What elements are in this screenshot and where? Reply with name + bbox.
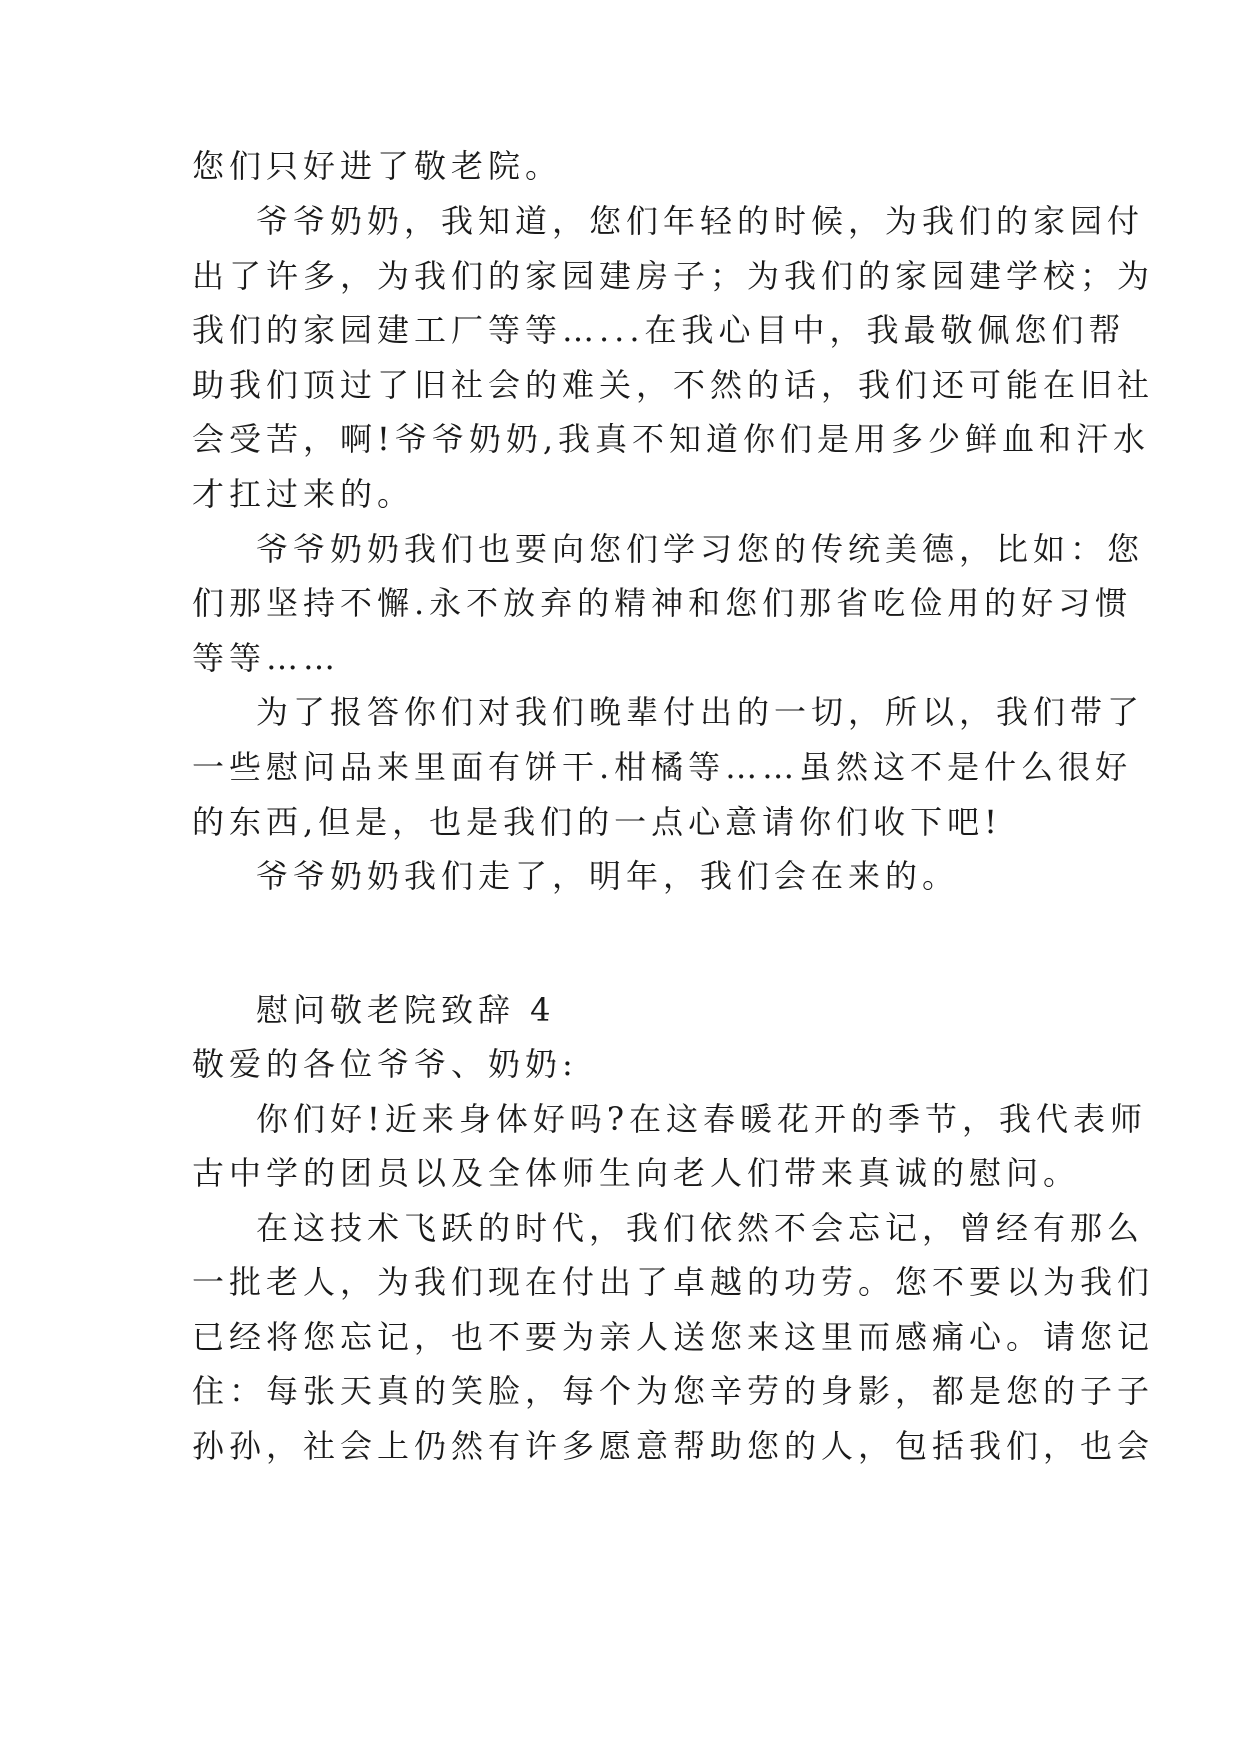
salutation: 敬爱的各位爷爷、奶奶: xyxy=(192,1045,578,1083)
text-line: 住：每张天真的笑脸，每个为您辛劳的身影，都是您的子子 xyxy=(192,1372,1155,1410)
text-line: 等等…… xyxy=(192,639,341,677)
text-line: 会受苦，啊!爷爷奶奶,我真不知道你们是用多少鲜血和汗水 xyxy=(192,420,1151,458)
text-line: 才扛过来的。 xyxy=(192,475,415,513)
text-line: 已经将您忘记，也不要为亲人送您来这里而感痛心。请您记 xyxy=(192,1318,1155,1356)
text-line: 我们的家园建工厂等等…...在我心目中，我最敬佩您们帮 xyxy=(192,311,1126,349)
text-line: 爷爷奶奶，我知道，您们年轻的时候，为我们的家园付 xyxy=(256,202,1145,240)
text-line: 一些慰问品来里面有饼干.柑橘等……虽然这不是什么很好 xyxy=(192,748,1133,786)
text-line: 为了报答你们对我们晚辈付出的一切，所以，我们带了 xyxy=(256,693,1145,731)
text-line: 爷爷奶奶我们也要向您们学习您的传统美德，比如：您 xyxy=(256,530,1145,568)
text-line: 出了许多，为我们的家园建房子；为我们的家园建学校；为 xyxy=(192,257,1155,295)
text-line: 的东西,但是，也是我们的一点心意请你们收下吧! xyxy=(192,803,1003,841)
text-line: 您们只好进了敬老院。 xyxy=(192,147,563,185)
text-line: 一批老人，为我们现在付出了卓越的功劳。您不要以为我们 xyxy=(192,1263,1155,1301)
text-line: 你们好!近来身体好吗?在这春暖花开的季节，我代表师 xyxy=(256,1100,1148,1138)
text-line: 助我们顶过了旧社会的难关，不然的话，我们还可能在旧社 xyxy=(192,366,1155,404)
text-line: 在这技术飞跃的时代，我们依然不会忘记，曾经有那么 xyxy=(256,1209,1145,1247)
text-line: 古中学的团员以及全体师生向老人们带来真诚的慰问。 xyxy=(192,1154,1081,1192)
text-line: 们那坚持不懈.永不放弃的精神和您们那省吃俭用的好习惯 xyxy=(192,584,1133,622)
text-line: 孙孙，社会上仍然有许多愿意帮助您的人，包括我们，也会 xyxy=(192,1427,1155,1465)
text-line: 爷爷奶奶我们走了，明年，我们会在来的。 xyxy=(256,857,960,895)
section-heading: 慰问敬老院致辞 4 xyxy=(256,991,556,1029)
